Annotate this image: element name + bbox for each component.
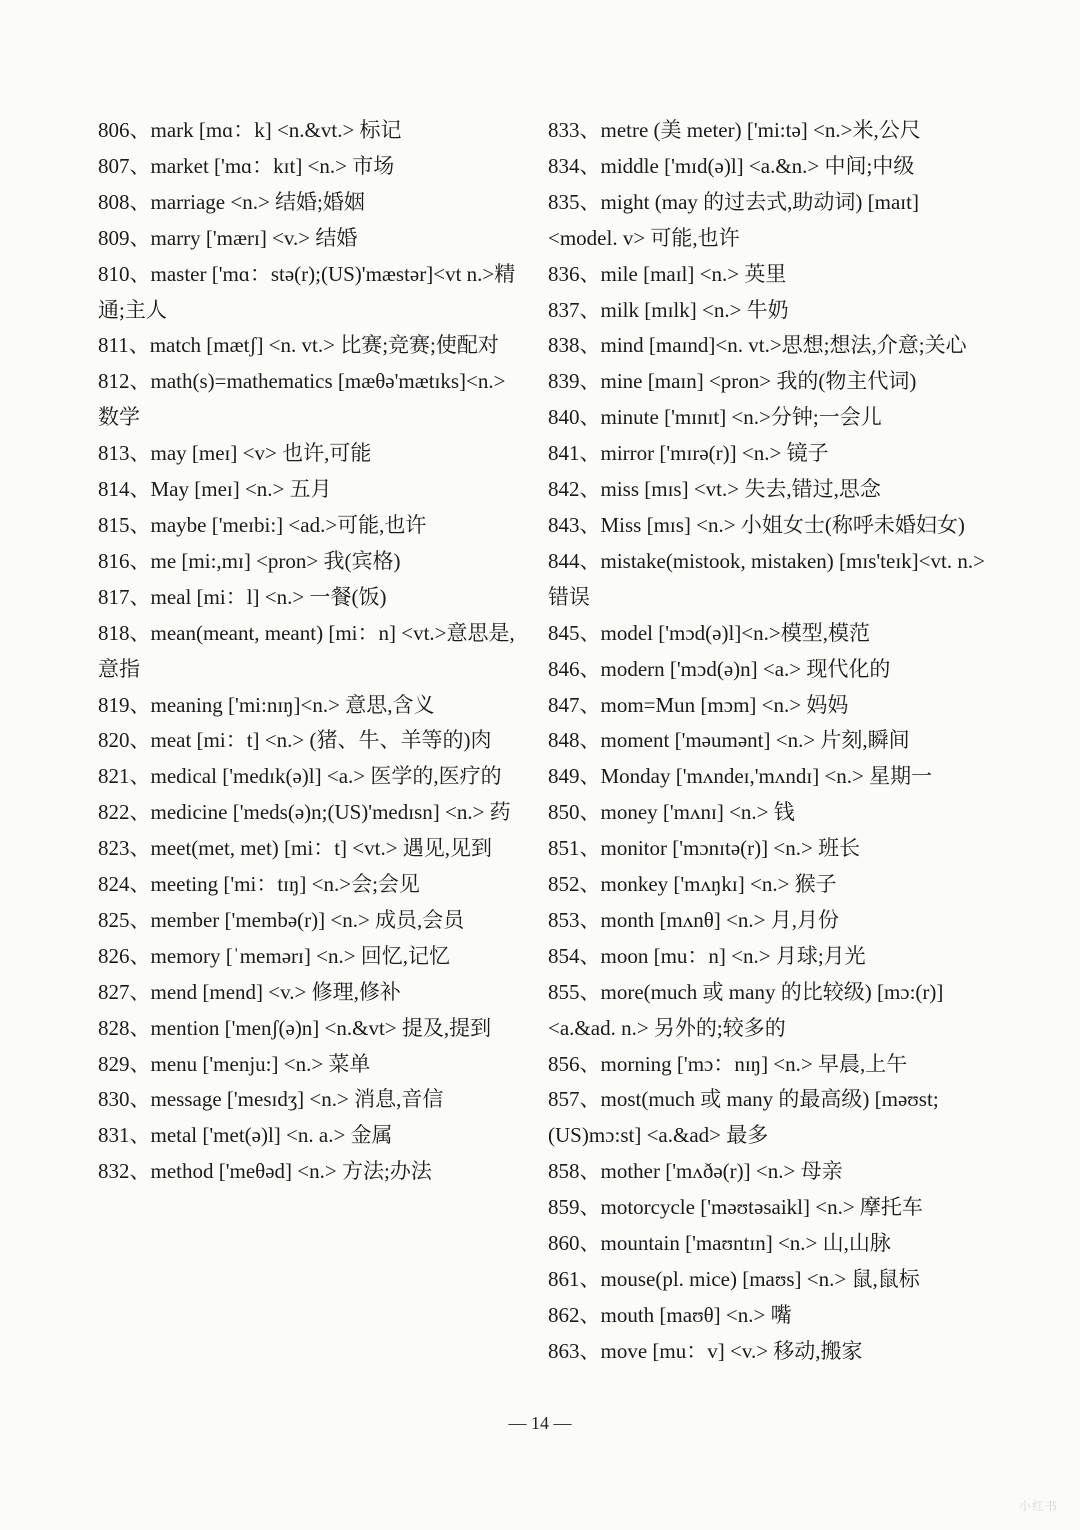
vocab-entry: 857、most(much 或 many 的最高级) [məʊst;(US)mɔ:st] <a.&ad> 最多: [548, 1087, 939, 1148]
vocab-entry: 859、motorcycle ['məʊtəsaikl] <n.> 摩托车: [548, 1195, 923, 1220]
vocab-entry: 819、meaning ['mi:nɪŋ]<n.> 意思,含义: [98, 692, 435, 717]
vocab-entry: 824、meeting ['mi：tɪŋ] <n.>会;会见: [98, 872, 420, 897]
vocab-entry: 835、might (may 的过去式,助动词) [maɪt]<model. v> 可能,也许: [548, 189, 919, 250]
vocab-entry: 838、mind [maɪnd]<n. vt.>思想;想法,介意;关心: [548, 333, 967, 358]
vocab-entry: 809、marry ['mærɪ] <v.> 结婚: [98, 225, 358, 250]
vocab-entry: 848、moment ['məumənt] <n.> 片刻,瞬间: [548, 728, 910, 753]
vocab-entry: 815、maybe ['meɪbi:] <ad.>可能,也许: [98, 512, 427, 537]
vocab-entry: 852、monkey ['mʌŋkɪ] <n.> 猴子: [548, 872, 837, 897]
vocab-entry: 839、mine [maɪn] <pron> 我的(物主代词): [548, 369, 917, 394]
vocab-entry: 830、message ['mesɪdʒ] <n.> 消息,音信: [98, 1087, 444, 1112]
vocab-entry: 847、mom=Mun [mɔm] <n.> 妈妈: [548, 692, 849, 717]
vocab-entry: 810、master ['mɑ：stə(r);(US)'mæstər]<vt n.>精通;主人: [98, 261, 516, 322]
vocab-entry: 827、mend [mend] <v.> 修理,修补: [98, 979, 401, 1004]
vocab-entry: 862、mouth [maʊθ] <n.> 嘴: [548, 1302, 792, 1327]
vocab-entry: 825、member ['membə(r)] <n.> 成员,会员: [98, 907, 465, 932]
vocab-entry: 820、meat [mi：t] <n.> (猪、牛、羊等的)肉: [98, 728, 492, 753]
vocab-entry: 837、milk [mɪlk] <n.> 牛奶: [548, 297, 789, 322]
vocab-entry: 860、mountain ['maʊntɪn] <n.> 山,山脉: [548, 1231, 891, 1256]
vocab-entry: 842、miss [mɪs] <vt.> 失去,错过,思念: [548, 477, 881, 502]
vocab-entry: 806、mark [mɑ：k] <n.&vt.> 标记: [98, 118, 402, 142]
vocab-entry: 828、mention ['menʃ(ə)n] <n.&vt> 提及,提到: [98, 1015, 492, 1040]
vocab-entry: 831、metal ['met(ə)l] <n. a.> 金属: [98, 1123, 393, 1148]
vocab-entry: 834、middle ['mɪd(ə)l] <a.&n.> 中间;中级: [548, 153, 915, 178]
vocab-entry: 833、metre (美 meter) ['mi:tə] <n.>米,公尺: [548, 118, 921, 142]
vocab-entry: 861、mouse(pl. mice) [maʊs] <n.> 鼠,鼠标: [548, 1267, 920, 1291]
vocab-entry: 863、move [mu：v] <v.> 移动,搬家: [548, 1338, 863, 1363]
right-column: [548, 113, 988, 1370]
vocab-entry: 822、medicine ['meds(ə)n;(US)'medɪsn] <n.> 药: [98, 800, 511, 825]
vocab-entry: 856、morning ['mɔ：nɪŋ] <n.> 早晨,上午: [548, 1051, 908, 1076]
vocab-entry: 850、money ['mʌnɪ] <n.> 钱: [548, 800, 795, 825]
vocab-entry: 832、method ['meθəd] <n.> 方法;办法: [98, 1159, 432, 1184]
vocab-entry: 849、Monday ['mʌndeɪ,'mʌndɪ] <n.> 星期一: [548, 764, 933, 789]
vocab-entry: 823、meet(met, met) [mi：t] <vt.> 遇见,见到: [98, 836, 493, 861]
vocab-entry: 813、may [meɪ] <v> 也许,可能: [98, 441, 372, 466]
vocab-entry: 814、May [meɪ] <n.> 五月: [98, 477, 332, 502]
vocab-entry: 836、mile [maɪl] <n.> 英里: [548, 261, 787, 286]
watermark: 小红书: [1018, 1499, 1058, 1513]
vocab-entry: 817、meal [mi：l] <n.> 一餐(饭): [98, 584, 387, 609]
vocab-entry: 811、match [mætʃ] <n. vt.> 比赛;竞赛;使配对: [98, 333, 499, 358]
vocab-entry: 816、me [mi:,mɪ] <pron> 我(宾格): [98, 548, 401, 573]
vocab-entry: 844、mistake(mistook, mistaken) [mɪs'teɪk]<vt. n.>错误: [548, 548, 985, 609]
vocab-entry: 854、moon [mu：n] <n.> 月球;月光: [548, 943, 866, 968]
vocab-entry: 845、model ['mɔd(ə)l]<n.>模型,模范: [548, 620, 870, 645]
vocab-entry: 840、minute ['mɪnɪt] <n.>分钟;一会儿: [548, 405, 882, 430]
vocab-entry: 855、more(much 或 many 的比较级) [mɔ:(r)] <a.&ad. n.> 另外的;较多的: [548, 979, 944, 1040]
page-number: — 14 —: [508, 1413, 572, 1433]
vocab-entry: 843、Miss [mɪs] <n.> 小姐女士(称呼未婚妇女): [548, 512, 965, 537]
vocab-entry: 812、math(s)=mathematics [mæθə'mætɪks]<n.> 数学: [98, 369, 506, 430]
vocab-entry: 829、menu ['menju:] <n.> 菜单: [98, 1051, 371, 1076]
vocab-entry: 846、modern ['mɔd(ə)n] <a.> 现代化的: [548, 656, 891, 681]
vocab-entry: 841、mirror ['mɪrə(r)] <n.> 镜子: [548, 441, 829, 466]
vocab-entry: 858、mother ['mʌðə(r)] <n.> 母亲: [548, 1159, 843, 1184]
left-column: [98, 113, 516, 1190]
vocab-entry: 818、mean(meant, meant) [mi：n] <vt.>意思是,意指: [98, 620, 515, 681]
vocab-entry: 826、memory [ˈmemərɪ] <n.> 回忆,记忆: [98, 943, 451, 968]
vocab-entry: 821、medical ['medɪk(ə)l] <a.> 医学的,医疗的: [98, 764, 502, 789]
vocab-entry: 853、month [mʌnθ] <n.> 月,月份: [548, 907, 839, 932]
vocab-entry: 807、market ['mɑ：kɪt] <n.> 市场: [98, 153, 395, 178]
vocab-entry: 851、monitor ['mɔnɪtə(r)] <n.> 班长: [548, 836, 861, 861]
vocab-entry: 808、marriage <n.> 结婚;婚姻: [98, 189, 365, 214]
